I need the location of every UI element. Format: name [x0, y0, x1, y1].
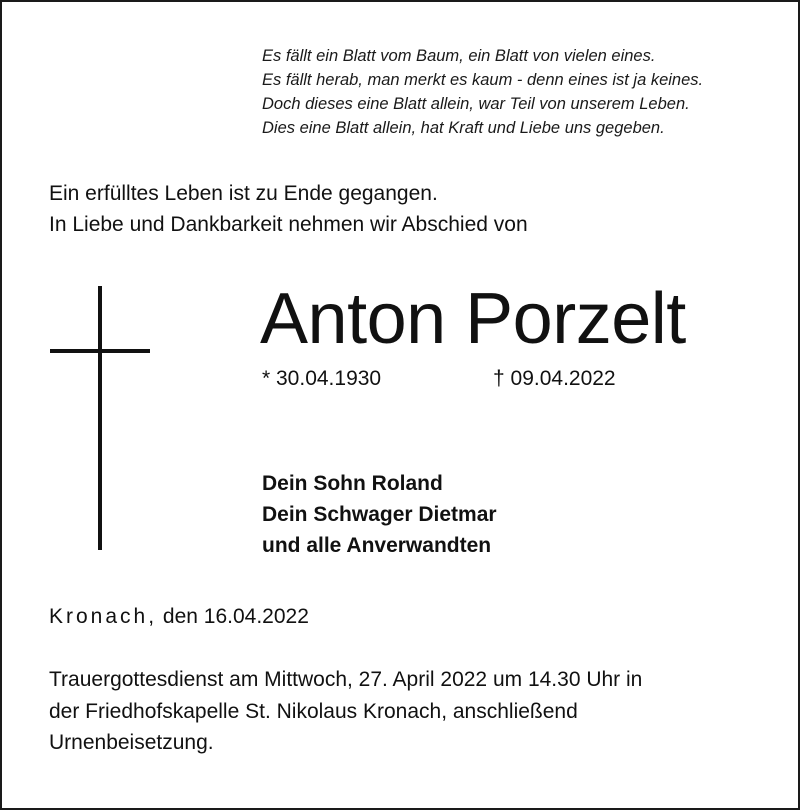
cross-vertical-bar — [98, 286, 102, 550]
poem-line: Doch dieses eine Blatt allein, war Teil von unserem Leben. — [262, 95, 690, 113]
service-line: Trauergottesdienst am Mittwoch, 27. April 2022 um 14.30 Uhr in — [49, 668, 643, 691]
mourner-line: Dein Sohn Roland — [262, 472, 443, 495]
intro-line: Ein erfülltes Leben ist zu Ende gegangen. — [49, 182, 438, 205]
cross-horizontal-bar — [50, 349, 150, 353]
death-date: † 09.04.2022 — [493, 367, 616, 390]
intro-line: In Liebe und Dankbarkeit nehmen wir Abschied von — [49, 213, 528, 236]
mourner-line: und alle Anverwandten — [262, 534, 492, 557]
poem-line: Es fällt ein Blatt vom Baum, ein Blatt von vielen eines. — [262, 47, 656, 65]
poem — [262, 44, 703, 140]
service-line: Urnenbeisetzung. — [49, 731, 214, 754]
notice-date: den 16.04.2022 — [162, 605, 309, 628]
birth-date: * 30.04.1930 — [262, 367, 382, 390]
place-and-date — [49, 602, 309, 632]
funeral-service-info — [49, 664, 642, 759]
deceased-name: Anton Porzelt — [260, 279, 686, 359]
service-line: der Friedhofskapelle St. Nikolaus Kronach, anschließend — [49, 699, 578, 723]
mourners-list — [262, 468, 497, 561]
poem-line: Es fällt herab, man merkt es kaum - denn eines ist ja keines. — [262, 71, 704, 89]
intro-text — [49, 178, 528, 240]
poem-line: Dies eine Blatt allein, hat Kraft und Liebe uns gegeben. — [262, 119, 665, 137]
place-city: Kronach, — [49, 605, 158, 628]
mourner-line: Dein Schwager Dietmar — [262, 503, 497, 526]
